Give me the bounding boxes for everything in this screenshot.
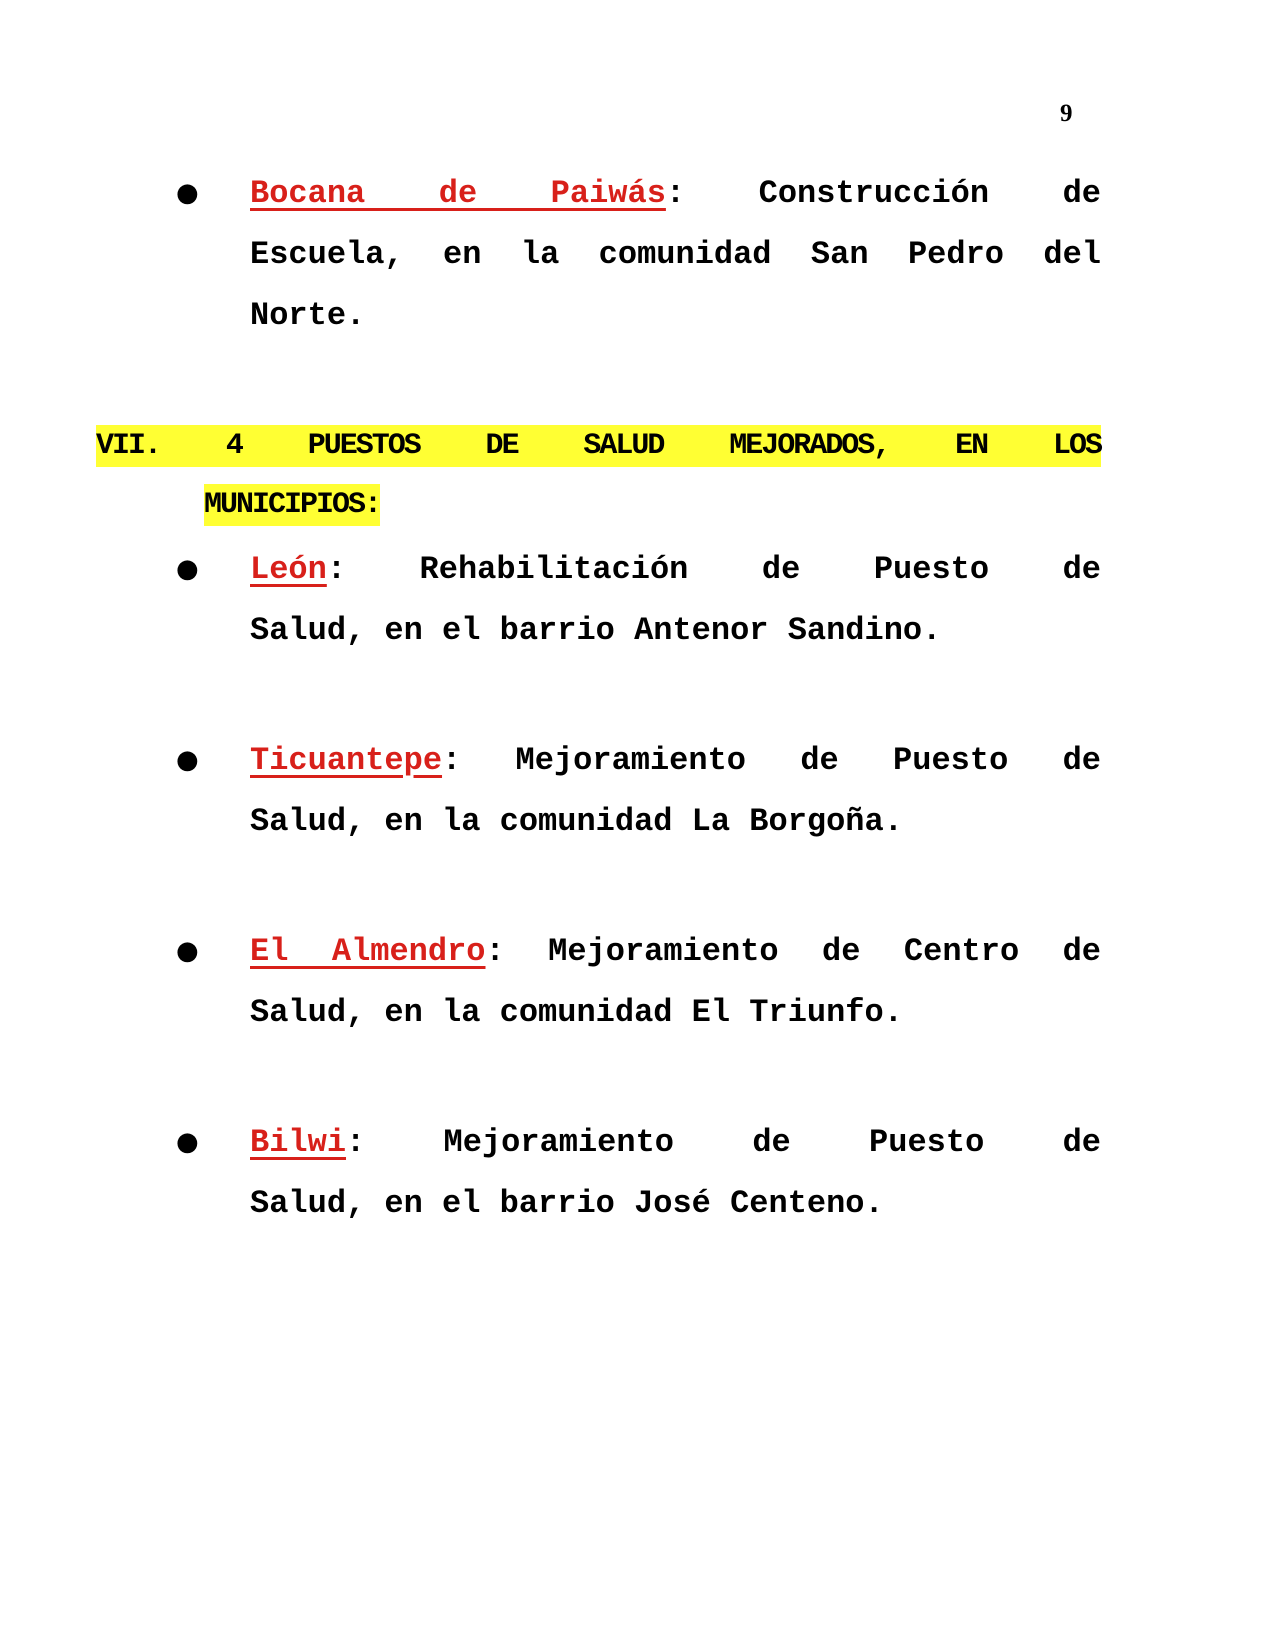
item-line-1	[250, 163, 1101, 224]
bullet-icon: ●	[176, 554, 199, 584]
item-description: : Mejoramiento de Puesto de	[346, 1124, 1101, 1161]
item-description: : Mejoramiento de Puesto de	[442, 742, 1101, 779]
item-description: : Construcción de	[665, 175, 1102, 212]
list-item-leon	[176, 539, 1101, 661]
bullet-icon: ●	[176, 1127, 199, 1157]
section-heading-line-1: VII. 4 PUESTOS DE SALUD MEJORADOS, EN LOS	[96, 425, 1101, 467]
municipality-name: León	[250, 551, 327, 588]
list-item-ticuantepe	[176, 730, 1101, 852]
item-line-2: Salud, en la comunidad La Borgoña.	[250, 803, 903, 840]
item-line-1	[250, 730, 1101, 791]
bullet-icon: ●	[176, 936, 199, 966]
bullet-icon: ●	[176, 178, 199, 208]
item-line-2: Salud, en el barrio Antenor Sandino.	[250, 612, 942, 649]
item-line-1	[250, 1112, 1101, 1173]
municipality-name: Ticuantepe	[250, 742, 443, 779]
municipality-name: El Almendro	[250, 933, 486, 970]
section-heading-line-2: MUNICIPIOS:	[204, 484, 380, 526]
item-description: : Rehabilitación de Puesto de	[326, 551, 1101, 588]
item-line-3: Norte.	[250, 297, 366, 334]
list-item-el-almendro	[176, 921, 1102, 1043]
item-line-2: Salud, en la comunidad El Triunfo.	[250, 994, 903, 1031]
municipality-name: Bilwi	[250, 1124, 347, 1161]
item-line-2: Salud, en el barrio José Centeno.	[250, 1185, 884, 1222]
item-line-1	[250, 921, 1101, 982]
page-number: 9	[1060, 100, 1073, 127]
municipality-name: Bocana de Paiwás	[250, 175, 666, 212]
list-item-bilwi	[176, 1112, 1101, 1234]
item-line-2: Escuela, en la comunidad San Pedro del	[250, 236, 1101, 273]
section-heading	[96, 425, 1101, 526]
bullet-icon: ●	[176, 745, 199, 775]
list-item-bocana-de-paiwas	[176, 163, 1102, 346]
item-description: : Mejoramiento de Centro de	[485, 933, 1102, 970]
item-line-1	[250, 539, 1101, 600]
